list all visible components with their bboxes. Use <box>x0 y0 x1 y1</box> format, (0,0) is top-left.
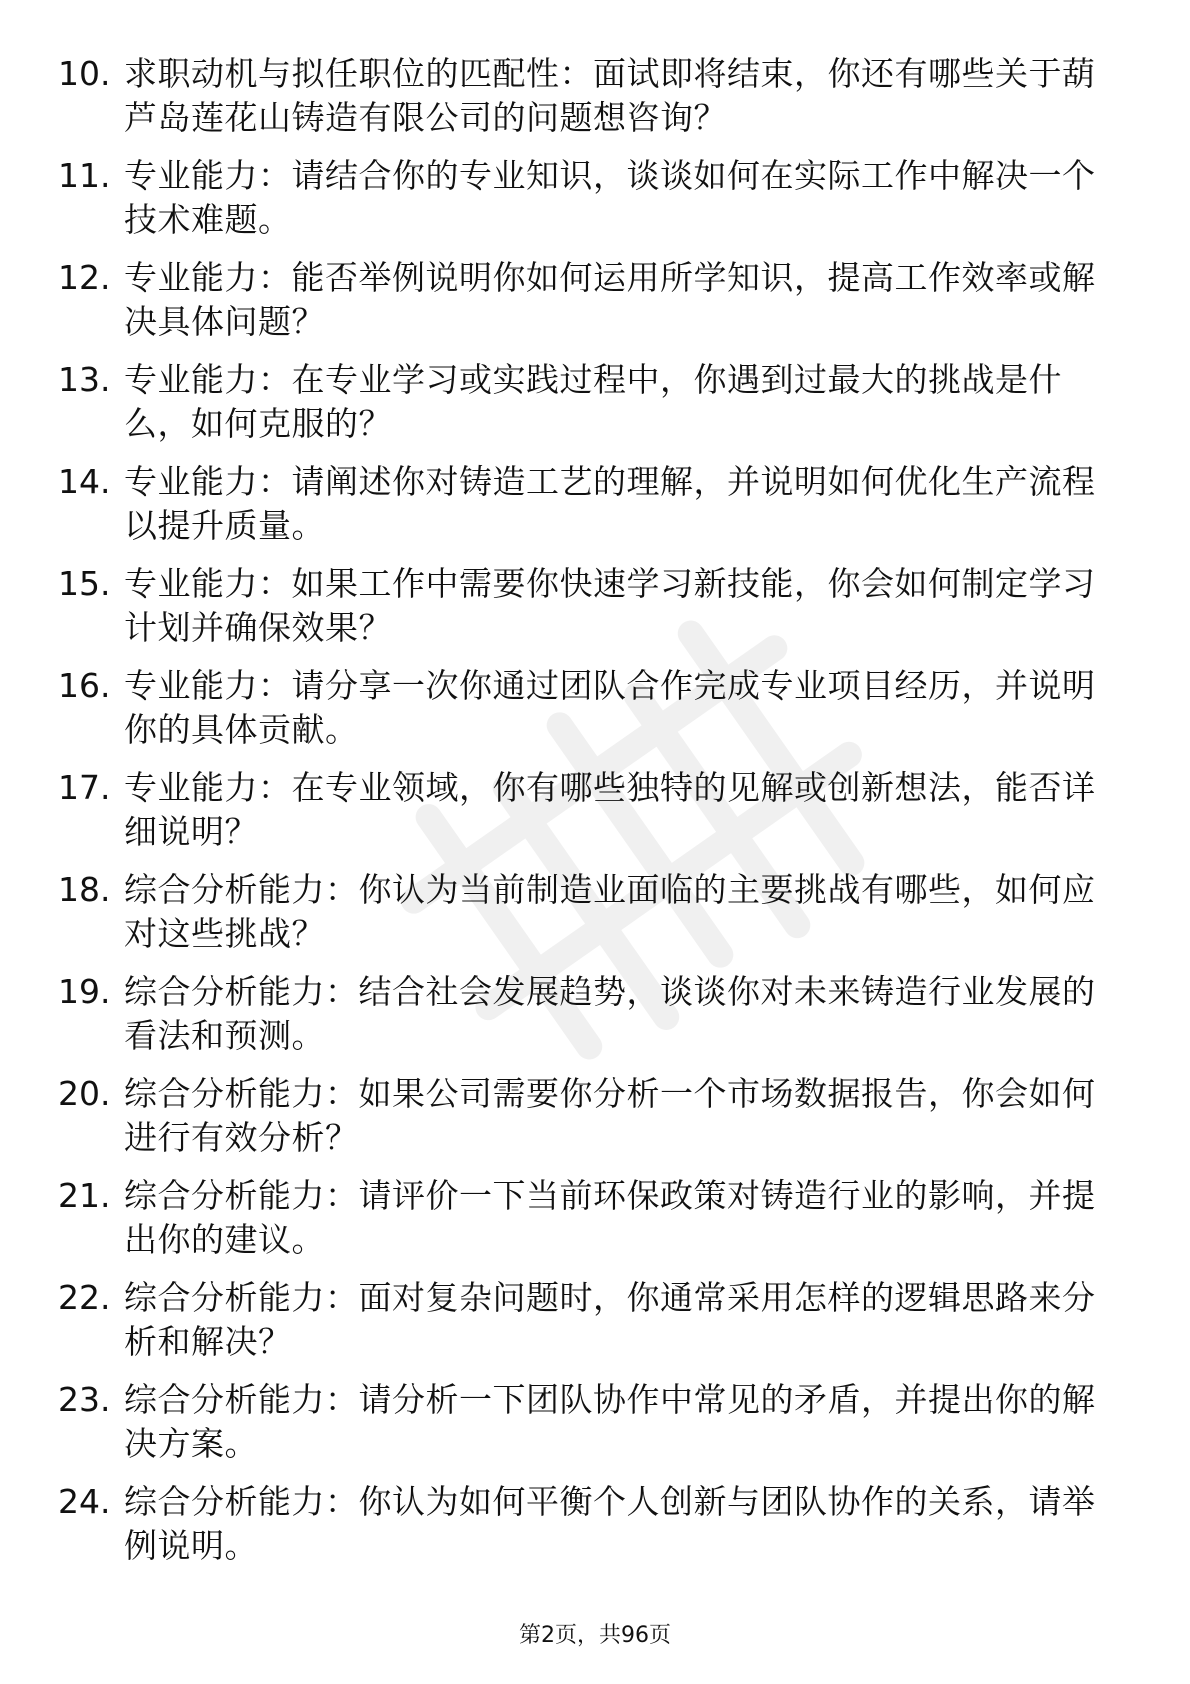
question-category: 专业能力 <box>124 360 258 399</box>
question-body: 请阐述你对铸造工艺的理解，并说明如何优化生产流程以提升质量。 <box>124 462 1096 545</box>
question-text: 综合分析能力：结合社会发展趋势，谈谈你对未来铸造行业发展的看法和预测。 <box>124 972 1096 1055</box>
list-item <box>58 664 1118 766</box>
question-body: 请分享一次你通过团队合作完成专业项目经历，并说明你的具体贡献。 <box>124 666 1096 749</box>
question-text: 专业能力：请结合你的专业知识，谈谈如何在实际工作中解决一个技术难题。 <box>124 156 1096 239</box>
page-number-footer: 第2页，共96页 <box>519 1623 671 1648</box>
list-item <box>58 562 1118 664</box>
question-number: 22. <box>58 1278 111 1317</box>
question-category: 综合分析能力 <box>124 1482 325 1521</box>
question-number: 11. <box>58 156 111 195</box>
question-body: 结合社会发展趋势，谈谈你对未来铸造行业发展的看法和预测。 <box>124 972 1096 1055</box>
question-body: 在专业领域，你有哪些独特的见解或创新想法，能否详细说明？ <box>124 768 1096 851</box>
question-body: 你认为如何平衡个人创新与团队协作的关系，请举例说明。 <box>124 1482 1096 1565</box>
question-text: 综合分析能力：面对复杂问题时，你通常采用怎样的逻辑思路来分析和解决？ <box>124 1278 1096 1361</box>
list-item <box>58 154 1118 256</box>
question-category: 专业能力 <box>124 156 258 195</box>
question-number: 15. <box>58 564 111 603</box>
list-item <box>58 1072 1118 1174</box>
question-number: 23. <box>58 1380 111 1419</box>
question-number: 13. <box>58 360 111 399</box>
question-number: 18. <box>58 870 111 909</box>
question-category: 综合分析能力 <box>124 1176 325 1215</box>
question-number: 17. <box>58 768 111 807</box>
question-text: 专业能力：在专业学习或实践过程中，你遇到过最大的挑战是什么，如何克服的？ <box>124 360 1062 443</box>
question-number: 10. <box>58 54 111 93</box>
list-item <box>58 766 1118 868</box>
question-number: 19. <box>58 972 111 1011</box>
list-item <box>58 970 1118 1072</box>
question-category: 专业能力 <box>124 768 258 807</box>
question-text: 专业能力：请阐述你对铸造工艺的理解，并说明如何优化生产流程以提升质量。 <box>124 462 1096 545</box>
question-text: 专业能力：在专业领域，你有哪些独特的见解或创新想法，能否详细说明？ <box>124 768 1096 851</box>
question-body: 面对复杂问题时，你通常采用怎样的逻辑思路来分析和解决？ <box>124 1278 1096 1361</box>
question-category: 综合分析能力 <box>124 1074 325 1113</box>
question-list <box>58 52 1118 1582</box>
list-item <box>58 868 1118 970</box>
question-category: 求职动机与拟任职位的匹配性 <box>124 54 560 93</box>
question-category: 专业能力 <box>124 564 258 603</box>
question-category: 综合分析能力 <box>124 1278 325 1317</box>
question-text: 综合分析能力：请评价一下当前环保政策对铸造行业的影响，并提出你的建议。 <box>124 1176 1096 1259</box>
question-category: 综合分析能力 <box>124 972 325 1011</box>
question-body: 请分析一下团队协作中常见的矛盾，并提出你的解决方案。 <box>124 1380 1096 1463</box>
question-text: 综合分析能力：你认为当前制造业面临的主要挑战有哪些，如何应对这些挑战？ <box>124 870 1096 953</box>
question-number: 20. <box>58 1074 111 1113</box>
question-text: 综合分析能力：如果公司需要你分析一个市场数据报告，你会如何进行有效分析？ <box>124 1074 1096 1157</box>
question-category: 专业能力 <box>124 462 258 501</box>
question-category: 专业能力 <box>124 666 258 705</box>
list-item <box>58 1480 1118 1582</box>
question-number: 21. <box>58 1176 111 1215</box>
question-number: 12. <box>58 258 111 297</box>
question-text: 综合分析能力：你认为如何平衡个人创新与团队协作的关系，请举例说明。 <box>124 1482 1096 1565</box>
question-number: 16. <box>58 666 111 705</box>
question-number: 24. <box>58 1482 111 1521</box>
question-text: 专业能力：请分享一次你通过团队合作完成专业项目经历，并说明你的具体贡献。 <box>124 666 1096 749</box>
question-category: 综合分析能力 <box>124 1380 325 1419</box>
question-body: 面试即将结束，你还有哪些关于葫芦岛莲花山铸造有限公司的问题想咨询？ <box>124 54 1096 137</box>
question-body: 请结合你的专业知识，谈谈如何在实际工作中解决一个技术难题。 <box>124 156 1096 239</box>
list-item <box>58 52 1118 154</box>
question-text: 专业能力：能否举例说明你如何运用所学知识，提高工作效率或解决具体问题？ <box>124 258 1096 341</box>
list-item <box>58 1174 1118 1276</box>
list-item <box>58 358 1118 460</box>
list-item <box>58 256 1118 358</box>
question-body: 能否举例说明你如何运用所学知识，提高工作效率或解决具体问题？ <box>124 258 1096 341</box>
list-item <box>58 460 1118 562</box>
question-body: 如果公司需要你分析一个市场数据报告，你会如何进行有效分析？ <box>124 1074 1096 1157</box>
question-text: 求职动机与拟任职位的匹配性：面试即将结束，你还有哪些关于葫芦岛莲花山铸造有限公司的问题想咨询？ <box>124 54 1096 137</box>
question-number: 14. <box>58 462 111 501</box>
question-text: 综合分析能力：请分析一下团队协作中常见的矛盾，并提出你的解决方案。 <box>124 1380 1096 1463</box>
question-body: 在专业学习或实践过程中，你遇到过最大的挑战是什么，如何克服的？ <box>124 360 1062 443</box>
question-category: 专业能力 <box>124 258 258 297</box>
question-body: 请评价一下当前环保政策对铸造行业的影响，并提出你的建议。 <box>124 1176 1096 1259</box>
list-item <box>58 1276 1118 1378</box>
question-text: 专业能力：如果工作中需要你快速学习新技能，你会如何制定学习计划并确保效果？ <box>124 564 1096 647</box>
question-body: 你认为当前制造业面临的主要挑战有哪些，如何应对这些挑战？ <box>124 870 1096 953</box>
question-body: 如果工作中需要你快速学习新技能，你会如何制定学习计划并确保效果？ <box>124 564 1096 647</box>
list-item <box>58 1378 1118 1480</box>
question-category: 综合分析能力 <box>124 870 325 909</box>
